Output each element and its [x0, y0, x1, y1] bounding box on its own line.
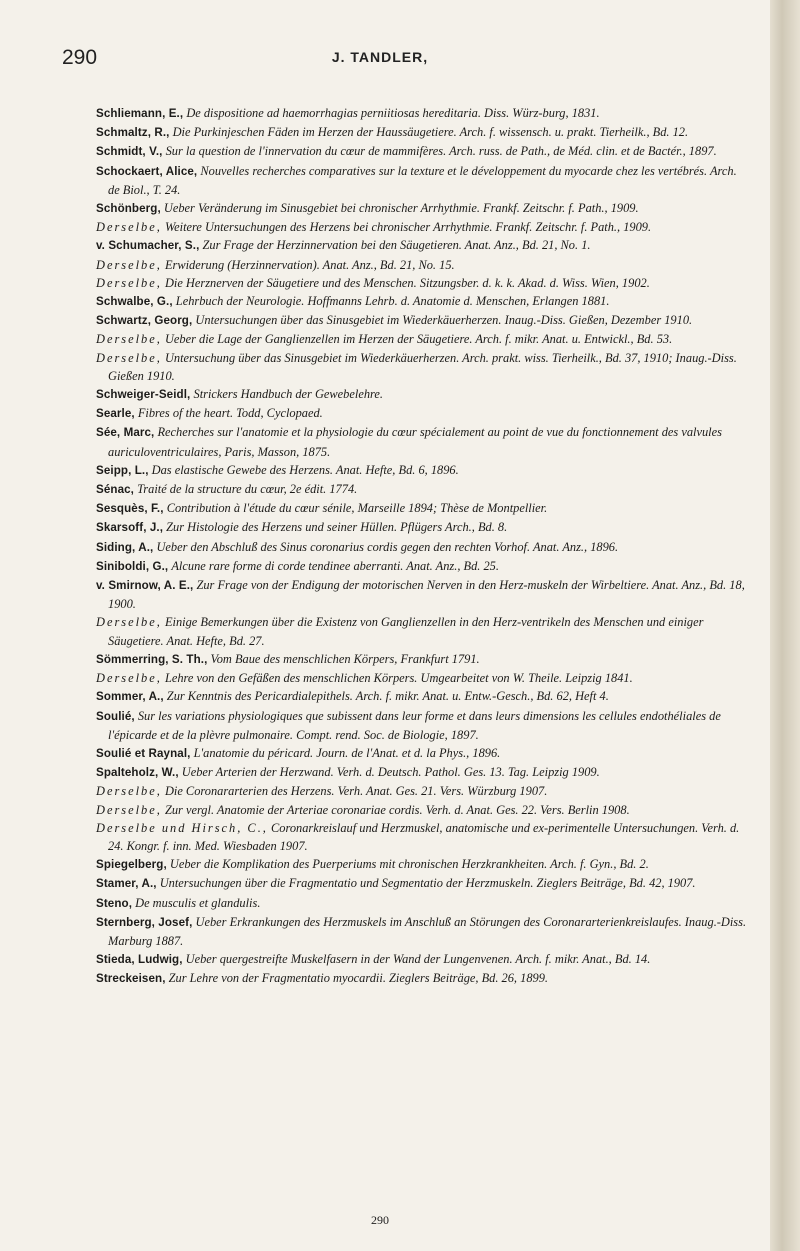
entry-author: Derselbe, [96, 220, 162, 235]
bibliography-entry [96, 104, 748, 123]
entry-reference: Traité de la structure du cœur, 2e édit. 1774. [137, 482, 358, 497]
entry-author: Schönberg, [96, 202, 161, 216]
bibliography-entry [96, 480, 748, 499]
entry-author: Siding, A., [96, 540, 154, 554]
entry-reference: Recherches sur l'anatomie et la physiologie du cœur spécialement au point de vue du fonctionnement des valvules auriculoventriculaires, Paris, Masson, 1875. [108, 425, 722, 459]
page-number: 290 [62, 46, 98, 69]
bibliography-entry [96, 650, 748, 669]
entry-reference: Ueber Veränderung im Sinusgebiet bei chronischer Arrhythmie. Frankf. Zeitschr. f. Path., 1909. [163, 201, 639, 216]
entry-reference: Erwiderung (Herzinnervation). Anat. Anz., Bd. 21, No. 15. [164, 257, 455, 272]
entry-reference: Alcune rare forme di corde tendinee aberranti. Anat. Anz., Bd. 25. [171, 558, 499, 573]
entry-author: Stamer, A., [96, 877, 157, 891]
entry-author: Sömmerring, S. Th., [96, 652, 208, 666]
entry-author: Streckeisen, [96, 972, 166, 986]
entry-author: Steno, [96, 896, 133, 910]
bibliography-entry [96, 782, 748, 800]
entry-author: Sesquès, F., [96, 502, 164, 516]
bibliography-entry [96, 576, 748, 613]
entry-author: Derselbe, [96, 784, 162, 799]
bibliography-entry [96, 744, 748, 763]
entry-author: Derselbe und Hirsch, C., [96, 820, 268, 835]
bibliography-entry [96, 763, 748, 782]
entry-reference: Ueber den Abschluß des Sinus coronarius cordis gegen den rechten Vorhof. Anat. Anz., 1896. [156, 539, 619, 554]
bibliography-entry [96, 855, 748, 874]
bibliography-entry [96, 236, 748, 255]
entry-reference: Sur la question de l'innervation du cœur de mammifères. Arch. russ. de Path., de Méd. clin. et de Bactér., 1897. [165, 144, 717, 159]
bibliography-entry [96, 894, 748, 913]
entry-reference: Lehre von den Gefäßen des menschlichen Körpers. Umgearbeitet von W. Theile. Leipzig 1841. [164, 671, 633, 686]
entry-reference: Die Coronararterien des Herzens. Verh. Anat. Ges. 21. Vers. Würzburg 1907. [164, 784, 548, 799]
entry-author: Derselbe, [96, 257, 162, 272]
entry-reference: Die Herznerven der Säugetiere und des Menschen. Sitzungsber. d. k. k. Akad. d. Wiss. Wien, 1902. [164, 275, 650, 290]
entry-reference: Die Purkinjeschen Fäden im Herzen der Haussäugetiere. Arch. f. wissensch. u. prakt. Tierheilk., Bd. 12. [172, 125, 689, 140]
entry-reference: Weitere Untersuchungen des Herzens bei chronischer Arrhythmie. Frankf. Zeitschr. f. Path., 1909. [164, 220, 652, 235]
entry-author: v. Smirnow, A. E., [96, 579, 194, 593]
entry-reference: Nouvelles recherches comparatives sur la texture et le développement du myocarde chez les vertébrés. Arch. de Biol., T. 24. [108, 163, 737, 197]
bibliography-entry [96, 557, 748, 576]
bibliography-entry [96, 707, 748, 744]
running-title: J. TANDLER, [331, 49, 429, 65]
bibliography-entry [96, 404, 748, 423]
bibliography-entry [96, 687, 748, 706]
entry-author: v. Schumacher, S., [96, 239, 200, 253]
entry-reference: De dispositione ad haemorrhagias perniitiosas hereditaria. Diss. Würz-burg, 1831. [186, 106, 600, 120]
entry-reference: De musculis et glandulis. [135, 895, 261, 910]
bibliography-entry [96, 499, 748, 518]
bibliography-entry [96, 330, 748, 348]
entry-author: Spalteholz, W., [96, 766, 179, 780]
entry-author: Schmidt, V., [96, 145, 163, 159]
bibliography-entry [96, 311, 748, 330]
entry-reference: Zur Frage von der Endigung der motorischen Nerven in den Herz-muskeln der Wirbeltiere. Anat. Anz., Bd. 18, 1900. [108, 578, 745, 612]
bibliography-entry [96, 538, 748, 557]
entry-author: Derselbe, [96, 802, 162, 817]
bibliography-entry [96, 518, 748, 537]
bibliography-entry [96, 669, 748, 687]
entry-author: Derselbe, [96, 615, 162, 630]
entry-author: Soulié, [96, 709, 135, 723]
bibliography-entry [96, 123, 748, 142]
entry-reference: Sur les variations physiologiques que subissent dans leur forme et dans leurs dimensions les cellules endothéliales de l'épicarde et de la plèvre pulmonaire. Compt. rend. Soc. de Biologie, 1897. [108, 708, 721, 742]
entry-reference: Contribution à l'étude du cœur sénile, Marseille 1894; Thèse de Montpellier. [166, 501, 548, 516]
entry-author: Soulié et Raynal, [96, 746, 191, 760]
bibliography-entry [96, 142, 748, 161]
entry-author: Schliemann, E., [96, 107, 184, 120]
entry-reference: Zur vergl. Anatomie der Arteriae coronariae cordis. Verh. d. Anat. Ges. 22. Vers. Berlin 1908. [164, 802, 630, 817]
bibliography-entry [96, 256, 748, 274]
bibliography-list [96, 104, 748, 989]
entry-reference: Fibres of the heart. Todd, Cyclopaed. [137, 406, 323, 421]
entry-reference: Coronarkreislauf und Herzmuskel, anatomische und ex-perimentelle Untersuchungen. Verh. d. 24. Kongr. f. inn. Med. Wiesbaden 1907. [108, 820, 740, 853]
entry-reference: Ueber die Lage der Ganglienzellen im Herzen der Säugetiere. Arch. f. mikr. Anat. u. Entwickl., Bd. 53. [164, 332, 673, 347]
bibliography-entry [96, 913, 748, 950]
footer-page-number: 290 [371, 1213, 389, 1227]
page-edge [770, 0, 800, 1251]
entry-reference: Untersuchung über das Sinusgebiet im Wiederkäuerherzen. Arch. prakt. wiss. Tierheilk., Bd. 37, 1910; Inaug.-Diss. Gießen 1910. [108, 350, 737, 383]
entry-reference: Untersuchungen über die Fragmentatio und Segmentatio der Herzmuskeln. Zieglers Beiträge, Bd. 42, 1907. [159, 876, 696, 891]
entry-reference: Lehrbuch der Neurologie. Hoffmanns Lehrb. d. Anatomie d. Menschen, Erlangen 1881. [175, 294, 610, 309]
entry-author: Seipp, L., [96, 463, 149, 477]
bibliography-entry [96, 162, 748, 199]
entry-reference: Ueber Arterien der Herzwand. Verh. d. Deutsch. Pathol. Ges. 13. Tag. Leipzig 1909. [181, 765, 600, 780]
bibliography-entry [96, 461, 748, 480]
entry-author: Stieda, Ludwig, [96, 953, 183, 967]
entry-reference: Ueber Erkrankungen des Herzmuskels im Anschluß an Störungen des Coronararterienkreislaufes. Inaug.-Diss. Marburg 1887. [108, 914, 747, 948]
entry-author: Schockaert, Alice, [96, 164, 198, 178]
entry-reference: Ueber quergestreifte Muskelfasern in der Wand der Lungenvenen. Arch. f. mikr. Anat., Bd. 14. [185, 952, 651, 967]
bibliography-entry [96, 423, 748, 460]
bibliography-entry [96, 292, 748, 311]
entry-author: Schmaltz, R., [96, 126, 170, 140]
bibliography-entry [96, 819, 748, 855]
entry-author: Spiegelberg, [96, 858, 167, 872]
entry-author: Sénac, [96, 483, 134, 497]
page-header [0, 46, 770, 72]
entry-author: Schwalbe, G., [96, 295, 173, 309]
bibliography-entry [96, 199, 748, 218]
bibliography-entry [96, 950, 748, 969]
entry-author: Searle, [96, 407, 135, 421]
entry-reference: Zur Kenntnis des Pericardialepithels. Arch. f. mikr. Anat. u. Entw.-Gesch., Bd. 62, Heft 4. [166, 689, 609, 704]
entry-reference: Vom Baue des menschlichen Körpers, Frankfurt 1791. [210, 651, 480, 666]
entry-reference: Ueber die Komplikation des Puerperiums mit chronischen Herzkrankheiten. Arch. f. Gyn., Bd. 2. [169, 857, 649, 872]
bibliography-entry [96, 613, 748, 649]
bibliography-entry [96, 874, 748, 893]
bibliography-entry [96, 274, 748, 292]
entry-reference: Das elastische Gewebe des Herzens. Anat. Hefte, Bd. 6, 1896. [151, 462, 459, 477]
entry-author: Schweiger-Seidl, [96, 388, 191, 402]
entry-author: Siniboldi, G., [96, 559, 169, 573]
bibliography-entry [96, 969, 748, 988]
entry-reference: Zur Histologie des Herzens und seiner Hüllen. Pflügers Arch., Bd. 8. [166, 520, 508, 535]
entry-reference: Strickers Handbuch der Gewebelehre. [193, 387, 383, 402]
entry-reference: Einige Bemerkungen über die Existenz von Ganglienzellen in den Herz-ventrikeln des Menschen und einiger Säugetiere. Anat. Hefte, Bd. 27. [108, 615, 704, 648]
entry-reference: L'anatomie du péricard. Journ. de l'Anat. et d. la Phys., 1896. [193, 745, 501, 760]
entry-reference: Zur Lehre von der Fragmentatio myocardii. Zieglers Beiträge, Bd. 26, 1899. [168, 971, 549, 986]
entry-author: Sternberg, Josef, [96, 915, 193, 929]
entry-author: Sée, Marc, [96, 426, 155, 440]
bibliography-entry [96, 801, 748, 819]
entry-author: Derselbe, [96, 671, 162, 686]
entry-reference: Untersuchungen über das Sinusgebiet im Wiederkäuerherzen. Inaug.-Diss. Gießen, Dezember 1910. [195, 313, 693, 328]
bibliography-entry [96, 385, 748, 404]
entry-author: Sommer, A., [96, 690, 164, 704]
entry-author: Derselbe, [96, 275, 162, 290]
bibliography-entry [96, 349, 748, 385]
entry-author: Derselbe, [96, 332, 162, 347]
entry-reference: Zur Frage der Herzinnervation bei den Säugetieren. Anat. Anz., Bd. 21, No. 1. [202, 238, 591, 253]
entry-author: Skarsoff, J., [96, 521, 164, 535]
bibliography-entry [96, 218, 748, 236]
entry-author: Schwartz, Georg, [96, 314, 193, 328]
entry-author: Derselbe, [96, 350, 162, 365]
